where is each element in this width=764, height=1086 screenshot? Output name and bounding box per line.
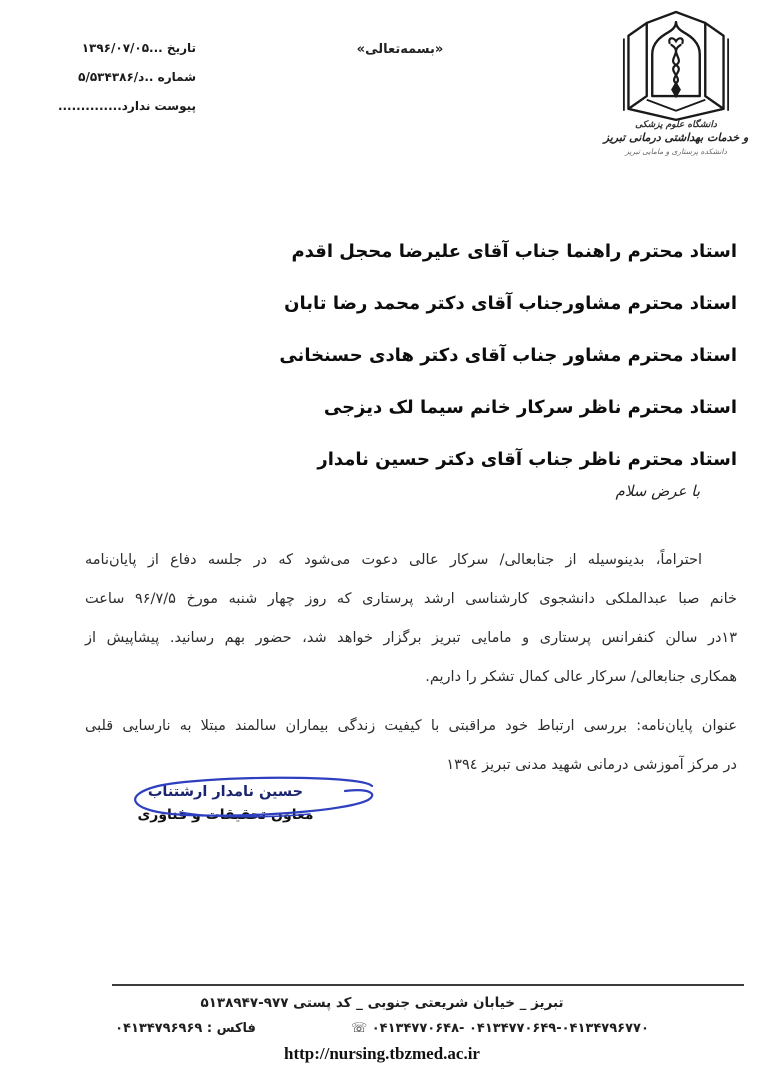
- fax-label: فاکس :: [206, 1021, 256, 1036]
- signature-block: [108, 780, 343, 823]
- number-dots: ..: [144, 70, 154, 84]
- attachment-dots: ..............: [57, 99, 122, 113]
- salutation-text: با عرض سلام: [615, 482, 700, 500]
- thesis-line-1: عنوان پایان‌نامه: بررسی ارتباط خود مراقبتی با کیفیت زندگی بیماران سالمند مبتلا به نارسایی قلبی: [85, 718, 737, 734]
- thesis-title-paragraph: [85, 707, 737, 785]
- fax-number: ۰۴۱۳۴۷۹۶۹۶۹: [115, 1021, 203, 1036]
- recipient-supervisor: استاد محترم راهنما جناب آقای علیرضا محجل اقدم: [291, 241, 737, 262]
- entwined-snakes-icon: [669, 38, 683, 96]
- address-text: تبریز _ خیابان شریعتی جنوبی _ کد پستی: [293, 995, 564, 1011]
- body-line-1: احتراماً، بدینوسیله از جنابعالی/ سرکار عالی دعوت می‌شود که در جلسه دفاع از پایان‌نامه: [85, 552, 702, 568]
- date-value: ۱۳۹۶/۰۷/۰۵: [81, 41, 150, 55]
- number-label: شماره: [157, 70, 196, 84]
- signer-name: حسین نامدار ارشتناب: [138, 780, 313, 804]
- logo-caption-line3: دانشکده پرستاری و مامایی تبریز: [625, 147, 727, 156]
- thesis-line-2: در مرکز آموزشی درمانی شهید مدنی تبریز ۱۳۹٤: [446, 757, 737, 773]
- footer-divider: [112, 984, 744, 986]
- body-line-4: همکاری جنابعالی/ سرکار عالی کمال تشکر را داریم.: [425, 669, 737, 685]
- footer-address-line: [0, 995, 764, 1011]
- fax-group: [115, 1021, 256, 1036]
- recipient-observer-2: استاد محترم ناظر جناب آقای دکتر حسین نامدار: [317, 449, 737, 470]
- university-emblem-icon: [612, 6, 740, 124]
- number-value: ۵/د/۵۳۴۳۸۶: [78, 70, 145, 84]
- postal-code: ۵۱۳۸۹۴۷-۹۷۷: [200, 995, 289, 1011]
- body-line-2: خانم صبا عبدالملکی دانشجوی کارشناسی ارشد پرستاری که روز چهار شنبه مورخ ۹۶/۷/۵ ساعت: [85, 591, 737, 607]
- attachment-field: [26, 92, 196, 121]
- phone-icon: ☏: [350, 1021, 368, 1036]
- recipient-advisor-2: استاد محترم مشاور جناب آقای دکتر هادی حسنخانی: [279, 345, 737, 366]
- attachment-label: پیوست ندارد: [121, 99, 196, 113]
- date-label: تاریخ: [166, 41, 196, 55]
- recipient-observer-1: استاد محترم ناظر سرکار خانم سیما لک دیزجی: [323, 397, 737, 418]
- footer-contact-line: [0, 1021, 764, 1036]
- letterhead-meta: [26, 34, 196, 121]
- university-logo: [600, 6, 752, 156]
- body-line-3: ۱۳در سالن کنفرانس پرستاری و مامایی تبریز برگزار خواهد شد، حضور بهم رسانید. پیشاپیش از: [85, 630, 737, 646]
- logo-caption-line1: دانشگاه علوم پزشکی: [635, 120, 717, 130]
- invitation-paragraph: [85, 541, 737, 697]
- date-dots: ...: [149, 41, 163, 55]
- number-field: [26, 63, 196, 92]
- date-field: [26, 34, 196, 63]
- bismillah-heading: «بسمه‌تعالی»: [356, 42, 444, 57]
- website-url: http://nursing.tbzmed.ac.ir: [284, 1044, 480, 1063]
- logo-caption-line2: و خدمات بهداشتی درمانی تبریز: [603, 131, 749, 144]
- phones-group: [351, 1021, 649, 1036]
- signer-title: معاون تحقیقات و فناوری: [137, 807, 314, 823]
- phone-numbers: ۰۴۱۳۴۷۷۰۶۴۸- ۰۴۱۳۴۷۷۰۶۴۹-۰۴۱۳۴۷۹۶۷۷۰: [371, 1021, 649, 1036]
- recipient-advisor-1: استاد محترم مشاورجناب آقای دکتر محمد رضا تابان: [284, 293, 737, 314]
- recipient-list: [40, 226, 737, 486]
